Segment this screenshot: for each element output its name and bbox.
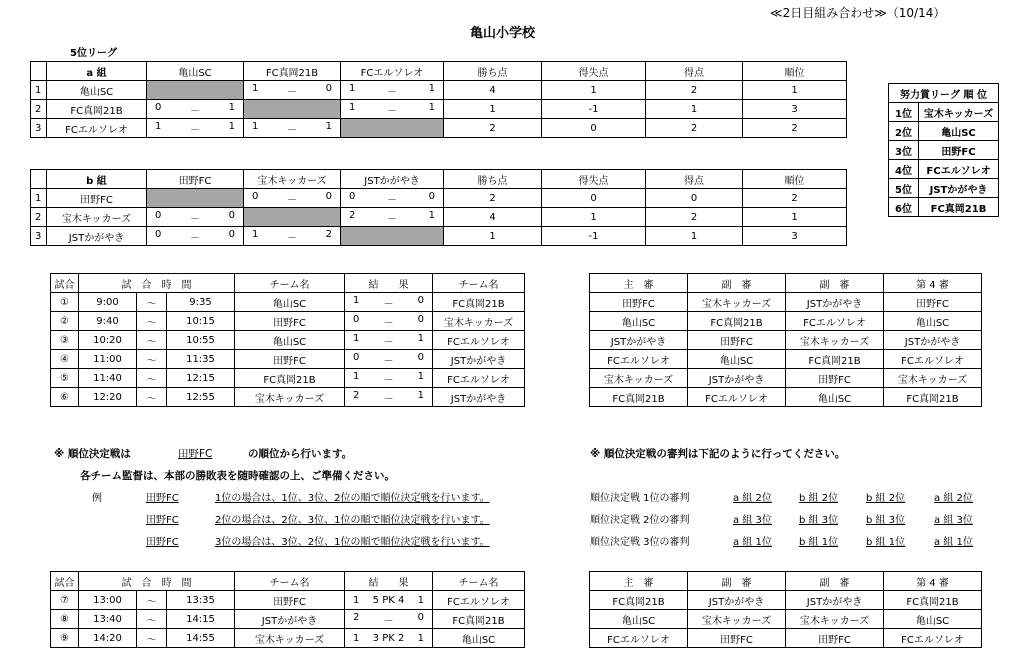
score-value: 0 － 1 xyxy=(155,101,235,117)
score-value: 0 － 0 xyxy=(155,228,235,244)
column-header: 田野FC xyxy=(147,170,244,189)
effort-team: JSTかがやき xyxy=(919,179,999,198)
effort-title-row xyxy=(889,84,999,103)
points: 1 xyxy=(444,227,542,246)
result-cell xyxy=(345,591,433,610)
effort-league-table xyxy=(888,83,999,217)
example-label: 例 xyxy=(92,493,102,504)
result-cell xyxy=(345,312,433,331)
referee-team: FC真岡21B xyxy=(884,388,982,407)
column-header: 得失点 xyxy=(542,170,646,189)
column-header: チーム名 xyxy=(235,274,345,293)
rank: 1 xyxy=(743,81,847,100)
tilde: ～ xyxy=(137,293,167,312)
home-team: JSTかがやき xyxy=(235,610,345,629)
points: 4 xyxy=(444,81,542,100)
column-header: 得点 xyxy=(646,170,743,189)
team-name: 宝木キッカーズ xyxy=(47,208,147,227)
referee-row xyxy=(590,610,982,629)
match-row xyxy=(51,610,525,629)
column-header: 試 合 時 間 xyxy=(79,572,235,591)
rank: 2 xyxy=(743,119,847,138)
column-header: a 組 xyxy=(47,62,147,81)
referee-team: FCエルソレオ xyxy=(884,629,982,648)
home-team: 亀山SC xyxy=(235,293,345,312)
rank: 1 xyxy=(743,208,847,227)
team-name: FC真岡21B xyxy=(47,100,147,119)
team-name: 田野FC xyxy=(47,189,147,208)
column-header: 主 審 xyxy=(590,572,688,591)
referee-team: FC真岡21B xyxy=(590,388,688,407)
result-cell xyxy=(345,629,433,648)
effort-team: 宝木キッカーズ xyxy=(919,103,999,122)
referee-team: 宝木キッカーズ xyxy=(688,293,786,312)
tilde: ～ xyxy=(137,610,167,629)
referee-team: 亀山SC xyxy=(786,388,884,407)
referee-team: FC真岡21B xyxy=(786,350,884,369)
rank: 2 xyxy=(743,189,847,208)
referee-team: 亀山SC xyxy=(688,350,786,369)
column-header: FC真岡21B xyxy=(244,62,341,81)
result-value: 2 － 1 xyxy=(353,389,424,405)
referee-team: JSTかがやき xyxy=(786,591,884,610)
effort-rank: 2位 xyxy=(889,122,919,141)
effort-row xyxy=(889,103,999,122)
match-number: ⑧ xyxy=(51,610,79,629)
match-end: 10:15 xyxy=(167,312,235,331)
league-label: 5位リーグ xyxy=(70,48,117,59)
result-cell xyxy=(345,293,433,312)
column-header: 試 合 時 間 xyxy=(79,274,235,293)
referee-rule-value: a 組 1位 xyxy=(733,537,772,548)
match-start: 12:20 xyxy=(79,388,137,407)
match-start: 11:40 xyxy=(79,369,137,388)
column-header: 結 果 xyxy=(345,572,433,591)
group-a-table xyxy=(30,61,847,138)
tilde: ～ xyxy=(137,629,167,648)
referee-note-title: ※ 順位決定戦の審判は下記のように行ってください。 xyxy=(590,448,846,460)
referee-team: 宝木キッカーズ xyxy=(786,610,884,629)
referee-team: 田野FC xyxy=(786,629,884,648)
goal-diff: -1 xyxy=(542,100,646,119)
match-row xyxy=(51,388,525,407)
away-team: FCエルソレオ xyxy=(433,369,525,388)
match-start: 13:00 xyxy=(79,591,137,610)
group-row xyxy=(31,81,847,100)
match-row xyxy=(51,629,525,648)
goal-diff: 0 xyxy=(542,119,646,138)
result-value: 1 5 PK 4 1 xyxy=(353,594,424,606)
home-team: 宝木キッカーズ xyxy=(235,629,345,648)
effort-rank: 6位 xyxy=(889,198,919,217)
schedule-header-row xyxy=(51,572,525,591)
referee-row xyxy=(590,293,982,312)
referee-team: 田野FC xyxy=(688,331,786,350)
home-team: 宝木キッカーズ xyxy=(235,388,345,407)
referee-team: 宝木キッカーズ xyxy=(590,369,688,388)
effort-rank: 5位 xyxy=(889,179,919,198)
match-start: 10:20 xyxy=(79,331,137,350)
match-end: 12:15 xyxy=(167,369,235,388)
column-header: 副 審 xyxy=(786,572,884,591)
score-value: 2 － 1 xyxy=(349,209,435,225)
group-b-table xyxy=(30,169,847,246)
goals: 2 xyxy=(646,119,743,138)
row-number: 3 xyxy=(31,227,47,246)
goals: 0 xyxy=(646,189,743,208)
referee-rule-value: a 組 2位 xyxy=(934,493,973,504)
referee-row xyxy=(590,591,982,610)
referee-rule-value: a 組 3位 xyxy=(733,515,772,526)
score-cell xyxy=(244,100,341,119)
match-start: 13:40 xyxy=(79,610,137,629)
column-header: FCエルソレオ xyxy=(341,62,444,81)
team-name: FCエルソレオ xyxy=(47,119,147,138)
score-cell xyxy=(244,208,341,227)
score-value: 0 － 0 xyxy=(349,190,435,206)
score-value: 1 － 1 xyxy=(349,82,435,98)
referee-header-row xyxy=(590,572,982,591)
away-team: FC真岡21B xyxy=(433,610,525,629)
goals: 2 xyxy=(646,208,743,227)
result-cell xyxy=(345,388,433,407)
group-row xyxy=(31,189,847,208)
group-header-row xyxy=(31,170,847,189)
column-header: 順位 xyxy=(743,170,847,189)
referee-team: 亀山SC xyxy=(590,610,688,629)
referee-row xyxy=(590,350,982,369)
match-number: ② xyxy=(51,312,79,331)
column-header: 勝ち点 xyxy=(444,170,542,189)
match-end: 14:55 xyxy=(167,629,235,648)
referee-rule-value: b 組 3位 xyxy=(866,515,906,526)
column-header: JSTかがやき xyxy=(341,170,444,189)
referee-row xyxy=(590,369,982,388)
referee-rule-value: b 組 1位 xyxy=(866,537,906,548)
match-row xyxy=(51,591,525,610)
column-header: 第 4 審 xyxy=(884,274,982,293)
rank: 3 xyxy=(743,227,847,246)
match-start: 11:00 xyxy=(79,350,137,369)
row-number: 1 xyxy=(31,189,47,208)
match-number: ⑨ xyxy=(51,629,79,648)
points: 2 xyxy=(444,189,542,208)
home-team: 田野FC xyxy=(235,591,345,610)
score-value: 0 － 0 xyxy=(252,190,332,206)
match-row xyxy=(51,350,525,369)
group-header-row xyxy=(31,62,847,81)
match-row xyxy=(51,293,525,312)
referee-team: JSTかがやき xyxy=(590,331,688,350)
referee-rule-value: a 組 1位 xyxy=(934,537,973,548)
effort-row xyxy=(889,141,999,160)
match-end: 12:55 xyxy=(167,388,235,407)
column-header: 勝ち点 xyxy=(444,62,542,81)
order-note-team: 田野FC xyxy=(178,448,213,460)
match-end: 14:15 xyxy=(167,610,235,629)
referee-team: 田野FC xyxy=(786,369,884,388)
column-header: 試合 xyxy=(51,274,79,293)
header-blank xyxy=(31,62,47,81)
column-header: 順位 xyxy=(743,62,847,81)
score-value: 1 － 0 xyxy=(252,82,332,98)
team-name: 亀山SC xyxy=(47,81,147,100)
score-cell xyxy=(147,208,244,227)
referee-team: FCエルソレオ xyxy=(884,350,982,369)
result-value: 2 － 0 xyxy=(353,611,424,627)
tilde: ～ xyxy=(137,369,167,388)
group-row xyxy=(31,208,847,227)
result-value: 1 － 1 xyxy=(353,370,424,386)
result-cell xyxy=(345,610,433,629)
score-cell xyxy=(147,189,244,208)
effort-row xyxy=(889,160,999,179)
result-value: 0 － 0 xyxy=(353,351,424,367)
referee-team: JSTかがやき xyxy=(688,369,786,388)
column-header: 副 審 xyxy=(688,572,786,591)
order-note-suffix: の順位から行います。 xyxy=(248,448,353,460)
referee-team: 田野FC xyxy=(688,629,786,648)
goals: 2 xyxy=(646,81,743,100)
score-cell xyxy=(244,81,341,100)
result-cell xyxy=(345,369,433,388)
group-row xyxy=(31,227,847,246)
example-text: 1位の場合は、1位、3位、2位の順で順位決定戦を行います。 xyxy=(215,493,490,504)
score-value: 1 － 1 xyxy=(349,101,435,117)
match-start: 9:40 xyxy=(79,312,137,331)
team-name: JSTかがやき xyxy=(47,227,147,246)
referee-rule-value: b 組 3位 xyxy=(799,515,839,526)
goal-diff: 0 xyxy=(542,189,646,208)
order-note-prefix: ※ 順位決定戦は xyxy=(54,448,131,460)
effort-team: FC真岡21B xyxy=(919,198,999,217)
referee-row xyxy=(590,629,982,648)
row-number: 3 xyxy=(31,119,47,138)
effort-team: 田野FC xyxy=(919,141,999,160)
example-team: 田野FC xyxy=(146,515,179,526)
referee-team: FCエルソレオ xyxy=(786,312,884,331)
referee-rule-value: a 組 3位 xyxy=(934,515,973,526)
referee-team: FCエルソレオ xyxy=(590,350,688,369)
score-value: 1 － 2 xyxy=(252,228,332,244)
match-start: 14:20 xyxy=(79,629,137,648)
goal-diff: -1 xyxy=(542,227,646,246)
referee-team: FCエルソレオ xyxy=(590,629,688,648)
match-end: 11:35 xyxy=(167,350,235,369)
group-row xyxy=(31,100,847,119)
referee-header-row xyxy=(590,274,982,293)
match-row xyxy=(51,312,525,331)
score-cell xyxy=(341,81,444,100)
referee-table-2 xyxy=(589,571,982,648)
home-team: 亀山SC xyxy=(235,331,345,350)
column-header: 副 審 xyxy=(688,274,786,293)
column-header: 試合 xyxy=(51,572,79,591)
referee-rule-value: b 組 1位 xyxy=(799,537,839,548)
score-cell xyxy=(244,189,341,208)
referee-table-1 xyxy=(589,273,982,407)
row-number: 2 xyxy=(31,100,47,119)
column-header: 副 審 xyxy=(786,274,884,293)
tilde: ～ xyxy=(137,388,167,407)
example-text: 3位の場合は、3位、2位、1位の順で順位決定戦を行います。 xyxy=(215,537,490,548)
tilde: ～ xyxy=(137,312,167,331)
prep-note: 各チーム監督は、本部の勝敗表を随時確認の上、ご準備ください。 xyxy=(80,470,395,482)
header-blank xyxy=(31,170,47,189)
match-number: ③ xyxy=(51,331,79,350)
schedule-table-2 xyxy=(50,571,525,648)
referee-team: FC真岡21B xyxy=(590,591,688,610)
referee-team: 亀山SC xyxy=(590,312,688,331)
effort-team: FCエルソレオ xyxy=(919,160,999,179)
score-cell xyxy=(147,227,244,246)
referee-team: JSTかがやき xyxy=(884,331,982,350)
column-header: チーム名 xyxy=(433,274,525,293)
points: 1 xyxy=(444,100,542,119)
home-team: 田野FC xyxy=(235,312,345,331)
page-title: 亀山小学校 xyxy=(470,26,536,41)
result-value: 1 － 0 xyxy=(353,294,424,310)
score-cell xyxy=(244,227,341,246)
referee-team: 亀山SC xyxy=(884,610,982,629)
referee-team: FC真岡21B xyxy=(884,591,982,610)
points: 2 xyxy=(444,119,542,138)
result-value: 1 － 1 xyxy=(353,332,424,348)
column-header: 得失点 xyxy=(542,62,646,81)
referee-team: FCエルソレオ xyxy=(688,388,786,407)
goals: 1 xyxy=(646,100,743,119)
column-header: チーム名 xyxy=(235,572,345,591)
score-value: 1 － 1 xyxy=(155,120,235,136)
effort-title: 努力賞リーグ 順 位 xyxy=(889,84,999,103)
home-team: FC真岡21B xyxy=(235,369,345,388)
score-cell xyxy=(341,119,444,138)
referee-team: 亀山SC xyxy=(884,312,982,331)
away-team: 宝木キッカーズ xyxy=(433,312,525,331)
column-header: 宝木キッカーズ xyxy=(244,170,341,189)
points: 4 xyxy=(444,208,542,227)
row-number: 1 xyxy=(31,81,47,100)
referee-rule-value: b 組 2位 xyxy=(799,493,839,504)
referee-row xyxy=(590,312,982,331)
score-cell xyxy=(341,100,444,119)
referee-team: 宝木キッカーズ xyxy=(884,369,982,388)
referee-team: 田野FC xyxy=(884,293,982,312)
column-header: 第 4 審 xyxy=(884,572,982,591)
referee-team: JSTかがやき xyxy=(688,591,786,610)
schedule-header-row xyxy=(51,274,525,293)
referee-rule-label: 順位決定戦 2位の審判 xyxy=(590,515,690,526)
score-cell xyxy=(244,119,341,138)
effort-rank: 1位 xyxy=(889,103,919,122)
referee-rule-value: b 組 2位 xyxy=(866,493,906,504)
match-end: 13:35 xyxy=(167,591,235,610)
match-start: 9:00 xyxy=(79,293,137,312)
effort-row xyxy=(889,198,999,217)
result-cell xyxy=(345,331,433,350)
goal-diff: 1 xyxy=(542,81,646,100)
referee-row xyxy=(590,331,982,350)
away-team: 亀山SC xyxy=(433,629,525,648)
match-row xyxy=(51,369,525,388)
match-number: ⑥ xyxy=(51,388,79,407)
effort-team: 亀山SC xyxy=(919,122,999,141)
match-number: ④ xyxy=(51,350,79,369)
score-cell xyxy=(147,119,244,138)
referee-rule-value: a 組 2位 xyxy=(733,493,772,504)
match-number: ⑦ xyxy=(51,591,79,610)
score-value: 1 － 1 xyxy=(252,120,332,136)
match-number: ⑤ xyxy=(51,369,79,388)
column-header: 結 果 xyxy=(345,274,433,293)
example-text: 2位の場合は、2位、3位、1位の順で順位決定戦を行います。 xyxy=(215,515,490,526)
referee-team: 田野FC xyxy=(590,293,688,312)
rank: 3 xyxy=(743,100,847,119)
match-row xyxy=(51,331,525,350)
referee-rule-label: 順位決定戦 3位の審判 xyxy=(590,537,690,548)
referee-team: 宝木キッカーズ xyxy=(688,610,786,629)
referee-team: JSTかがやき xyxy=(786,293,884,312)
referee-row xyxy=(590,388,982,407)
effort-row xyxy=(889,179,999,198)
goal-diff: 1 xyxy=(542,208,646,227)
result-value: 0 － 0 xyxy=(353,313,424,329)
referee-rule-label: 順位決定戦 1位の審判 xyxy=(590,493,690,504)
away-team: FC真岡21B xyxy=(433,293,525,312)
column-header: b 組 xyxy=(47,170,147,189)
example-team: 田野FC xyxy=(146,537,179,548)
effort-row xyxy=(889,122,999,141)
match-number: ① xyxy=(51,293,79,312)
date-label: ≪2日目組み合わせ≫（10/14） xyxy=(770,6,946,20)
tilde: ～ xyxy=(137,591,167,610)
score-cell xyxy=(341,208,444,227)
column-header: 主 審 xyxy=(590,274,688,293)
match-end: 9:35 xyxy=(167,293,235,312)
tilde: ～ xyxy=(137,350,167,369)
score-cell xyxy=(147,81,244,100)
score-cell xyxy=(341,227,444,246)
match-end: 10:55 xyxy=(167,331,235,350)
referee-team: FC真岡21B xyxy=(688,312,786,331)
score-cell xyxy=(147,100,244,119)
example-team: 田野FC xyxy=(146,493,179,504)
schedule-table-1 xyxy=(50,273,525,407)
effort-rank: 4位 xyxy=(889,160,919,179)
row-number: 2 xyxy=(31,208,47,227)
score-value: 0 － 0 xyxy=(155,209,235,225)
tilde: ～ xyxy=(137,331,167,350)
referee-team: 宝木キッカーズ xyxy=(786,331,884,350)
away-team: JSTかがやき xyxy=(433,350,525,369)
column-header: チーム名 xyxy=(433,572,525,591)
effort-rank: 3位 xyxy=(889,141,919,160)
column-header: 亀山SC xyxy=(147,62,244,81)
result-cell xyxy=(345,350,433,369)
away-team: JSTかがやき xyxy=(433,388,525,407)
away-team: FCエルソレオ xyxy=(433,591,525,610)
goals: 1 xyxy=(646,227,743,246)
column-header: 得点 xyxy=(646,62,743,81)
home-team: 田野FC xyxy=(235,350,345,369)
result-value: 1 3 PK 2 1 xyxy=(353,632,424,644)
away-team: FCエルソレオ xyxy=(433,331,525,350)
score-cell xyxy=(341,189,444,208)
group-row xyxy=(31,119,847,138)
